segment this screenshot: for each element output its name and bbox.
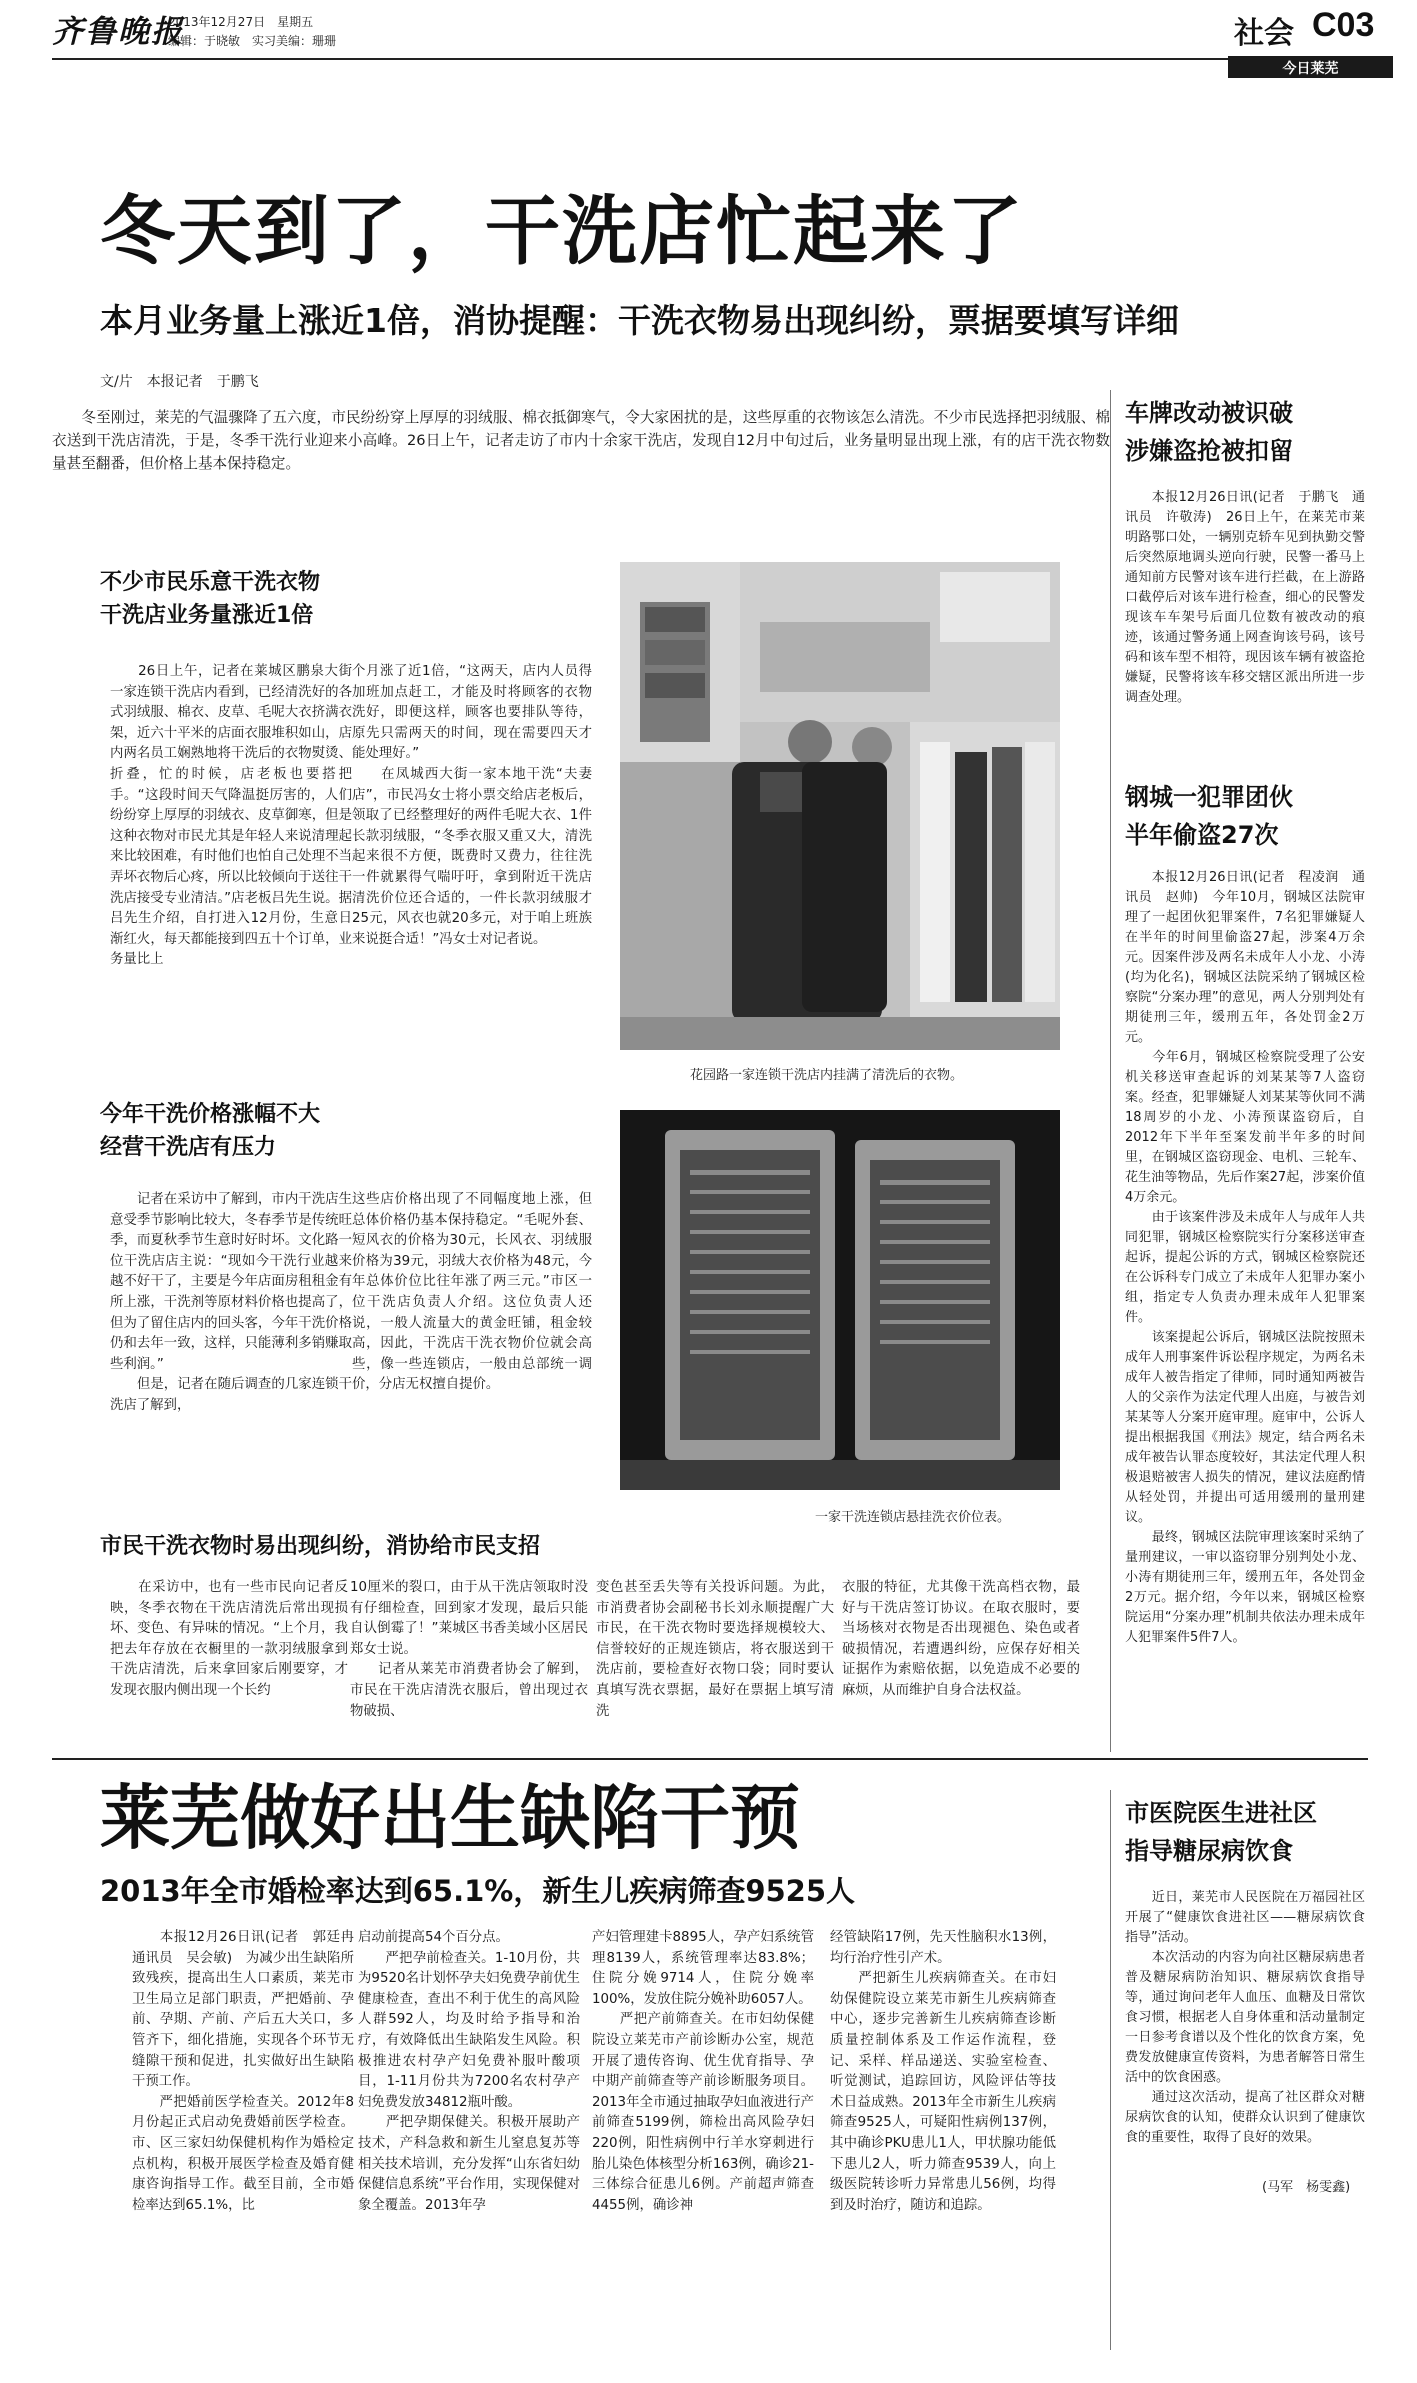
side1-title: 车牌改动被识破 涉嫌盗抢被扣留	[1125, 399, 1293, 465]
masthead	[0, 0, 1417, 77]
price-board-photo	[620, 1110, 1060, 1490]
side3-body: 近日，莱芜市人民医院在万福园社区开展了“健康饮食进社区——糖尿病饮食指导”活动。 本次活动的内容为向社区糖尿病患者普及糖尿病防治知识、糖尿病饮食指导等，通过询问老年人血压、血糖及日常饮食习惯，根据老人自身体重和活动量制定一日参考食谱以及个性化的饮食方案，免费发放健康宣传资料，为患者解答日常生活中的饮食困惑。 通过这次活动，提高了社区群众对糖尿病饮食的认知，使群众认识到了健康饮食的重要性，取得了良好的效果。	[1125, 1890, 1365, 2145]
side2-title: 钢城一犯罪团伙 半年偷盗27次	[1125, 783, 1293, 849]
date-line: 2013年12月27日 星期五	[168, 15, 314, 29]
side3-credit: (马军 杨雯鑫)	[1262, 2180, 1351, 2195]
story2-col3: 产妇管理建卡8895人，孕产妇系统管理8139人，系统管理率达83.8%；住院分娩9714人，住院分娩率100%，发放住院分娩补助6057人。 严把产前筛查关。在市妇幼保健院设立莱芜市产前诊断办公室，规范开展了遗传咨询、优生优育指导、孕中期产前筛查等产前诊断服务项目。2013年全市通过抽取孕妇血液进行产前筛查5199例，筛检出高风险孕妇220例，阳性病例中行羊水穿刺进行胎儿染色体核型分析163例，确诊21-三体综合征患儿6例。产前超声筛查4455例，确诊神	[592, 1930, 814, 2213]
section3-col3: 变色甚至丢失等有关投诉问题。为此，市消费者协会副秘书长刘永顺提醒广大市民，在干洗衣物时要选择规模较大、信誉较好的正规连锁店，将衣服送到干洗店前，要检查好衣物口袋；同时要认真填写洗衣票据，最好在票据上填写清洗	[596, 1580, 834, 1719]
section1-title: 不少市民乐意干洗衣物 干洗店业务量涨近1倍	[100, 570, 321, 628]
lead-subhead: 本月业务量上涨近1倍，消协提醒：干洗衣物易出现纠纷，票据要填写详细	[100, 301, 1179, 340]
side3-title: 市医院医生进社区 指导糖尿病饮食	[1125, 1799, 1317, 1865]
side2-body: 本报12月26日讯(记者 程凌润 通讯员 赵帅) 今年10月，钢城区法院审理了一起团伙犯罪案件，7名犯罪嫌疑人在半年的时间里偷盗27起，涉案4万余元。因案件涉及两名未成年人小龙、小涛(均为化名)，钢城区法院采纳了钢城区检察院“分案办理”的意见，两人分别判处有期徒刑三年，缓刑五年，各处罚金2万元。 今年6月，钢城区检察院受理了公安机关移送审查起诉的刘某某等7人盗窃案。经查，犯罪嫌疑人刘某某等伙同不满18周岁的小龙、小涛预谋盗窃后，自2012年下半年至案发前半年多的时间里，在钢城区盗窃现金、电机、三轮车、花生油等物品，先后作案27起，涉案价值4万余元。 由于该案件涉及未成年人与成年人共同犯罪，钢城区检察院实行分案移送审查起诉，提起公诉的方式，钢城区检察院还在公诉科专门成立了未成年人犯罪办案小组，指定专人负责办理未成年人犯罪案件。 该案提起公诉后，钢城区法院按照未成年人刑事案件诉讼程序规定，为两名未成年人被告指定了律师，同时通知两被告人的父亲作为法定代理人出庭，与被告刘某某等人分案开庭审理。庭审中，公诉人提出根据我国《刑法》规定，结合两名未成年被告认罪态度较好，其法定代理人积极退赔被害人损失的情况，建议法庭酌情从轻处罚，并提出可适用缓刑的量刑建议。 最终，钢城区法院审理该案时采纳了量刑建议，一审以盗窃罪分别判处小龙、小涛有期徒刑三年，缓刑五年，各处罚金2万元。据介绍，今年以来，钢城区检察院运用“分案办理”机制共依法办理未成年人犯罪案件5件7人。	[1125, 870, 1365, 1645]
section3-col2: 10厘米的裂口，由于从干洗店领取时没有仔细检查，回到家才发现，最后只能自认倒霉了！”莱城区书香美域小区居民郑女士说。 记者从莱芜市消费者协会了解到，市民在干洗店清洗衣服后，曾出现过衣物破损、	[350, 1580, 588, 1719]
edition-badge	[1228, 56, 1393, 78]
section3-title: 市民干洗衣物时易出现纠纷，消协给市民支招	[100, 1534, 541, 1559]
section2-col1: 记者在采访中了解到，市内干洗店生意受季节影响比较大，冬春季节是传统旺季，而夏秋季节生意时好时坏。文化路一位干洗店店主说：“现如今干洗行业越来越不好干了，主要是今年店面房租租金有所上涨，干洗剂等原材料价格也提高了，但为了留住店内的回头客，今年干洗价格仍和去年一致，这样，只能薄利多销赚取些利润。” 但是，记者在随后调查的几家连锁干洗店了解到，	[110, 1192, 352, 1413]
side3-divider	[1110, 1790, 1111, 2350]
masthead-rule	[52, 58, 1228, 60]
lead-intro: 冬至刚过，莱芜的气温骤降了五六度，市民纷纷穿上厚厚的羽绒服、棉衣抵御寒气，令大家困扰的是，这些厚重的衣物该怎么清洗。不少市民选择把羽绒服、棉衣送到干洗店清洗，于是，冬季干洗行业迎来小高峰。26日上午，记者走访了市内十余家干洗店，发现自12月中旬过后，业务量明显出现上涨，有的店干洗衣物数量甚至翻番，但价格上基本保持稳定。	[52, 409, 1110, 472]
dry-cleaning-clothes-photo	[620, 562, 1060, 1050]
page-number: C03	[1312, 6, 1375, 44]
story2-col4: 经管缺陷17例，先天性脑积水13例，均行治疗性引产术。 严把新生儿疾病筛查关。在市妇幼保健院设立莱芜市新生儿疾病筛查中心，逐步完善新生儿疾病筛查诊断质量控制体系及工作运作流程，登记、采样、样品递送、实验室检查、听觉测试，追踪回访，风险评估等技术日益成熟。2013年全市新生儿疾病筛查9525人，可疑阳性病例137例，其中确诊PKU患儿1人，甲状腺功能低下患儿2人，听力筛查9539人，向上级医院转诊听力异常患儿56例，均得到及时治疗，随访和追踪。	[830, 1930, 1056, 2213]
newspaper-logo: 齐鲁晚报	[52, 14, 184, 50]
section2-col2: 这些店价格出现了不同幅度地上涨，但总体价格仍基本保持稳定。“毛呢外套、短风衣的价格为30元，长风衣、羽绒服价格为39元，羽绒大衣价格为48元，今年总体价位比往年涨了两三元。”市区一位干洗店负责人介绍。这位负责人还说，一般人流量大的黄金旺铺，租金较高，因此，干洗店干洗衣物价位就会高些，像一些连锁店，一般由总部统一调价，分店无权擅自提价。	[352, 1192, 592, 1393]
photo1-caption: 花园路一家连锁干洗店内挂满了清洗后的衣物。	[690, 1068, 964, 1083]
story2-subhead: 2013年全市婚检率达到65.1%，新生儿疾病筛查9525人	[100, 1874, 856, 1908]
section2-title: 今年干洗价格涨幅不大 经营干洗店有压力	[100, 1102, 321, 1160]
edition-label: 今日莱芜	[1282, 61, 1339, 77]
story2-headline: 莱芜做好出生缺陷干预	[100, 1777, 800, 1859]
editors-line: 编辑：于晓敏 实习美编：珊珊	[168, 34, 337, 48]
section-label: 社会	[1234, 16, 1294, 51]
side1-body: 本报12月26日讯(记者 于鹏飞 通讯员 许敬涛) 26日上午，在莱芜市莱明路鄂口处，一辆别克轿车见到执勤交警后突然原地调头逆向行驶，民警一番马上通知前方民警对该车进行拦截，在上游路口截停后对该车进行检查，细心的民警发现该车车架号后面几位数有被改动的痕迹，该通过警务通上网查询该号码，该号码和该车型不相符，现因该车辆有被盗抢嫌疑，民警将该车移交辖区派出所进一步调查处理。	[1125, 490, 1365, 705]
side-column-divider	[1110, 390, 1111, 1752]
section3-col4: 衣服的特征，尤其像干洗高档衣物，最好与干洗店签订协议。在取衣服时，要当场核对衣物是否出现褪色、染色或者破损情况，若遭遇纠纷，应保存好相关证据作为索赔依据，以免造成不必要的麻烦，从而维护自身合法权益。	[842, 1580, 1080, 1698]
section3-col1: 在采访中，也有一些市民向记者反映，冬季衣物在干洗店清洗后常出现损坏、变色、有异味的情况。“上个月，我把去年存放在衣橱里的一款羽绒服拿到干洗店清洗，后来拿回家后刚要穿，才发现衣服内侧出现一个长约	[110, 1580, 348, 1698]
price-board-illustration	[620, 1110, 1060, 1490]
photo2-caption: 一家干洗连锁店悬挂洗衣价位表。	[815, 1510, 1011, 1525]
clothes-rack-illustration	[620, 562, 1060, 1050]
section1-col2: 个月涨了近1倍，“这两天，店内人员得加班加点赶工，才能及时将顾客的衣物洗好，即便这样，顾客也要排队等待，原先只需两天的时间，现在需要四天才能处理好。” 在凤城西大街一家本地干洗“夫妻店”，市民冯女士将小票交给店老板后，领取了已经整理好的两件毛呢大衣、1件长款羽绒服，“冬季衣服又重又大，清洗起来很不方便，既费时又费力，往往洗一件就累得气喘吁吁，拿到附近干洗店清洗价位还合适的，一件长款羽绒服才25元，风衣也就20多元，对于咱上班族来说挺合适！”冯女士对记者说。	[352, 664, 592, 947]
story2-col1: 本报12月26日讯(记者 郭廷冉 通讯员 吴会敏) 为减少出生缺陷所致残疾，提高出生人口素质，莱芜市卫生局立足部门职责，严把婚前、孕前、孕期、产前、产后五大关口，多管齐下，细化措施，实现各个环节无缝隙干预和促进，扎实做好出生缺陷干预工作。 严把婚前医学检查关。2012年8月份起正式启动免费婚前医学检查。市、区三家妇幼保健机构作为婚检定点机构，积极开展医学检查及婚育健康咨询指导工作。截至目前，全市婚检率达到65.1%，比	[132, 1930, 354, 2213]
story2-col2: 启动前提高54个百分点。 严把孕前检查关。1-10月份，共为9520名计划怀孕夫妇免费孕前优生健康检查，查出不利于优生的高风险人群592人，均及时给予指导和治疗，有效降低出生缺陷发生风险。积极推进农村孕产妇免费补服叶酸项目，1-11月份共为7200名农村孕产妇免费发放34812瓶叶酸。 严把孕期保健关。积极开展助产技术，产科急救和新生儿窒息复苏等相关技术培训，充分发挥“山东省妇幼保健信息系统”平台作用，实现保健对象全覆盖。2013年孕	[358, 1930, 580, 2213]
lead-headline: 冬天到了，干洗店忙起来了	[100, 187, 1025, 275]
story-divider	[52, 1758, 1368, 1760]
lead-byline: 文/片 本报记者 于鹏飞	[100, 374, 259, 390]
section1-col1: 26日上午，记者在莱城区鹏泉大街一家连锁干洗店内看到，已经清洗好的各式羽绒服、棉衣、皮草、毛呢大衣挤满衣架，近六十平米的店面衣服堆积如山，店内两名员工娴熟地将干洗后的衣物熨烫、折叠，忙的时候，店老板也要搭把手。“这段时间天气降温挺厉害的，人们纷纷穿上厚厚的羽绒衣、皮草御寒，但是这种衣物对市民尤其是年轻人来说清理起来比较困难，有时他们也怕自己处理不当弄坏衣物后心疼，所以比较倾向于送往干洗店接受专业清洁。”店老板吕先生说。据吕先生介绍，自打进入12月份，生意日渐红火，每天都能接到四五十个订单，业务量比上	[110, 664, 352, 968]
